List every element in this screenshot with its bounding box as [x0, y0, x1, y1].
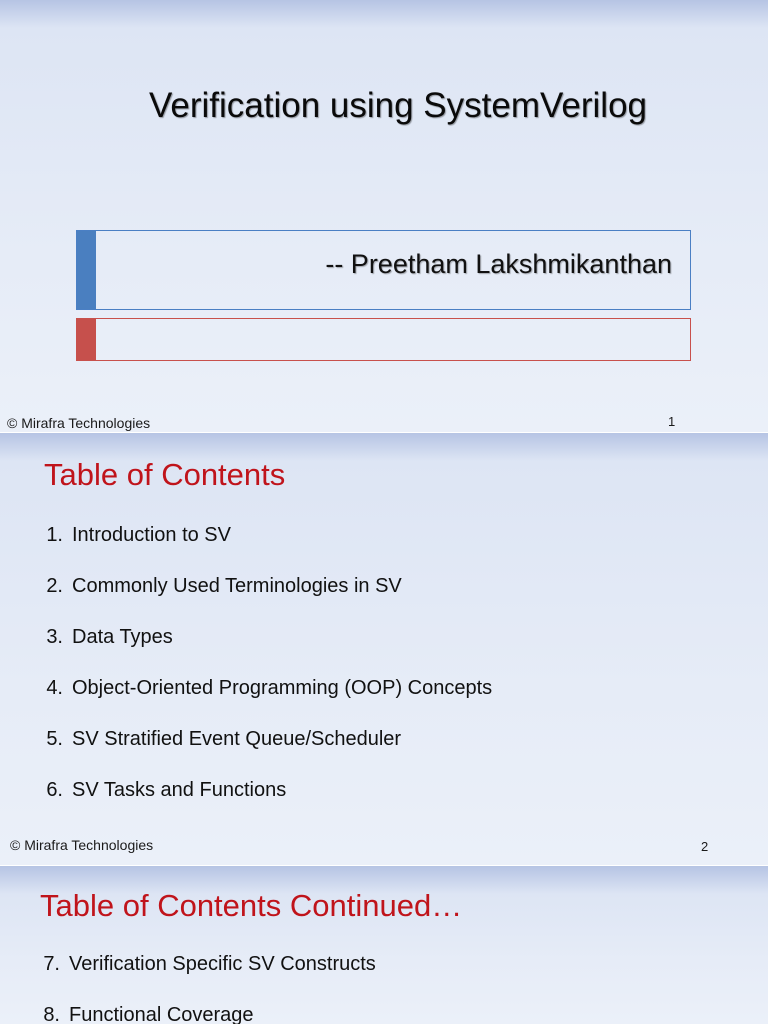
toc-item-number: 2. [46, 575, 63, 597]
accent-bar-red [77, 319, 96, 360]
toc-item-number: 7. [43, 953, 60, 975]
toc-item [27, 953, 376, 1004]
toc-item-number: 6. [46, 779, 63, 801]
slide-2 [0, 433, 768, 865]
toc-item-text: SV Tasks and Functions [72, 779, 287, 801]
slide-title: Verification using SystemVerilog [148, 86, 648, 125]
author-box [76, 230, 691, 310]
toc-item-text: Introduction to SV [72, 524, 231, 546]
toc-item [30, 524, 492, 575]
toc-item [30, 575, 492, 626]
slide-footer: © Mirafra Technologies [10, 837, 154, 853]
toc-list [27, 953, 376, 1024]
toc-item [30, 779, 492, 830]
toc-item-text: Data Types [72, 626, 173, 648]
toc-item [27, 1004, 376, 1024]
toc-item-number: 4. [46, 677, 63, 699]
toc-item-text: Functional Coverage [69, 1004, 254, 1024]
slide-1 [0, 0, 768, 432]
slide-title: Table of Contents [44, 457, 286, 492]
toc-item-text: Commonly Used Terminologies in SV [72, 575, 402, 597]
toc-item-text: Object-Oriented Programming (OOP) Concepts [72, 677, 493, 699]
toc-item [30, 728, 492, 779]
page-number: 2 [701, 839, 709, 854]
page-number: 1 [668, 414, 676, 429]
toc-item-number: 5. [46, 728, 63, 750]
author-name: -- Preetham Lakshmikanthan [325, 249, 672, 279]
toc-list [30, 524, 492, 830]
toc-item [30, 626, 492, 677]
slide-3 [0, 866, 768, 1024]
toc-item-number: 8. [43, 1004, 60, 1024]
slide-title: Table of Contents Continued… [40, 888, 463, 923]
toc-item-text: Verification Specific SV Constructs [69, 953, 376, 975]
toc-item-text: SV Stratified Event Queue/Scheduler [72, 728, 402, 750]
toc-item-number: 1. [46, 524, 63, 546]
toc-item [30, 677, 492, 728]
subtitle-box [76, 318, 691, 361]
slide-footer: © Mirafra Technologies [7, 415, 151, 431]
accent-bar-blue [77, 231, 96, 309]
toc-item-number: 3. [46, 626, 63, 648]
